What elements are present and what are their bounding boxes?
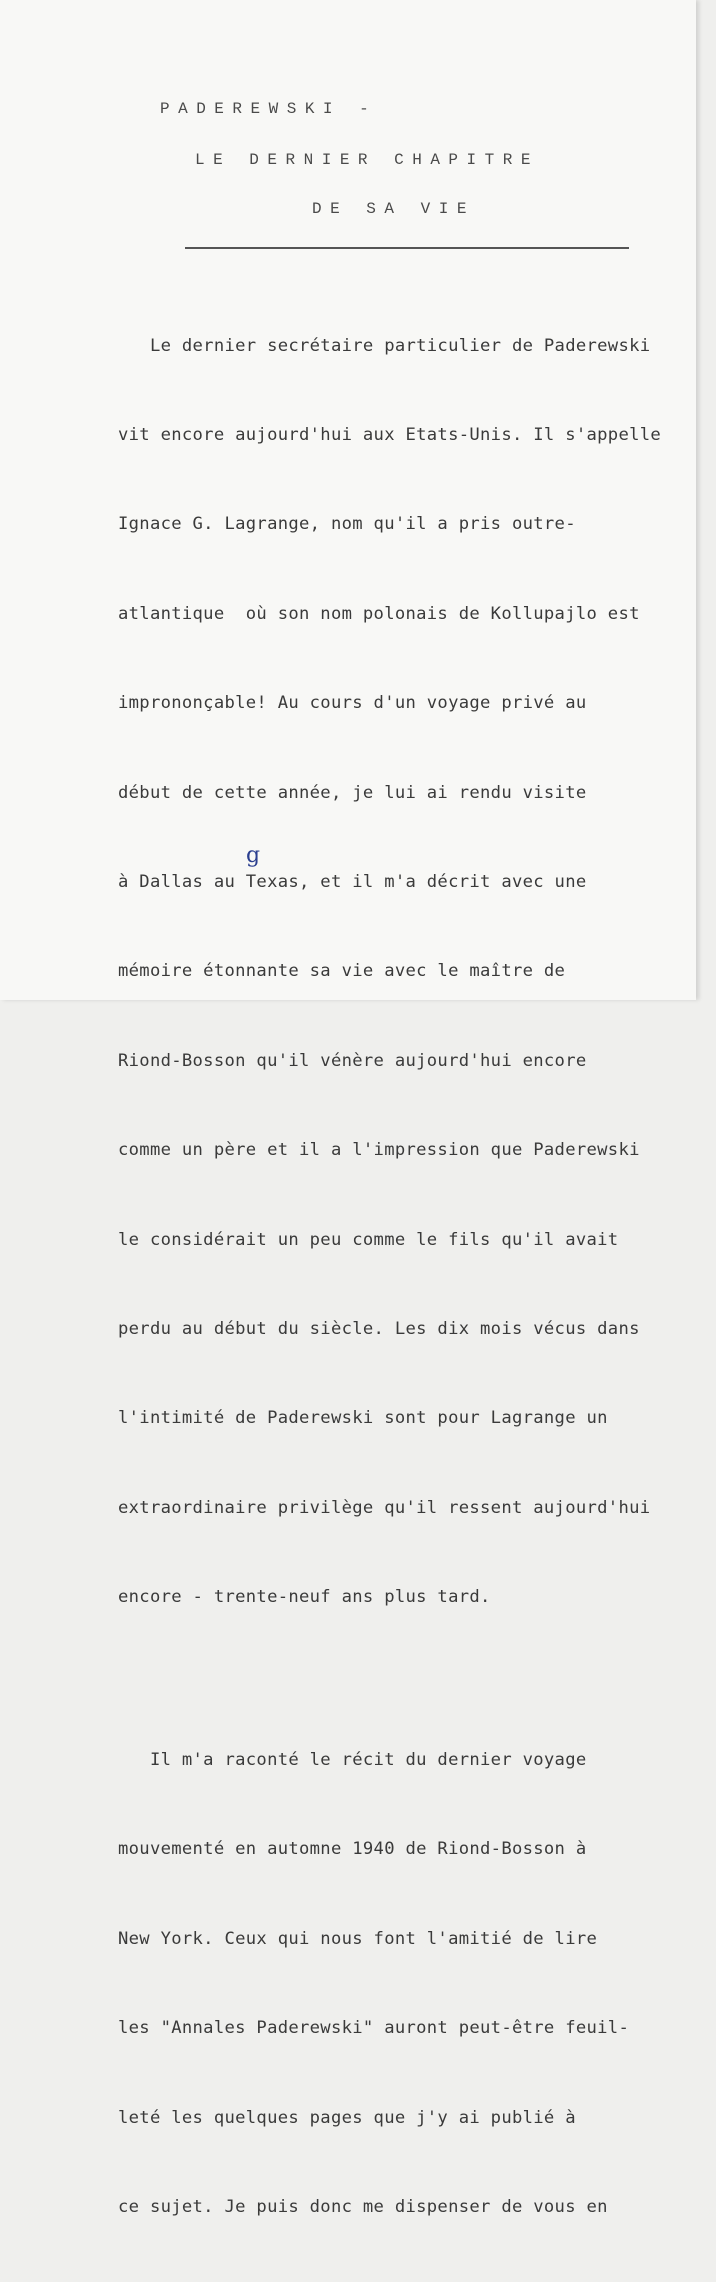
text-line: les "Annales Paderewski" auront peut-être feuil- [118, 2018, 630, 2039]
text-line: Il m'a raconté le récit du dernier voyage [118, 1750, 587, 1771]
text-line: leté les quelques pages que j'y ai publié à [118, 2107, 576, 2128]
title-line-1: PADEREWSKI - [160, 100, 378, 118]
text-line: encore - trente-neuf ans plus tard. [118, 1587, 491, 1608]
text-line: le considérait un peu comme le fils qu'il avait [118, 1229, 619, 1250]
text-line: à Dallas au Texas, et il m'a décrit avec une [118, 871, 587, 892]
title-line-2: LE DERNIER CHAPITRE [195, 151, 539, 169]
title-line-3: DE SA VIE [312, 200, 475, 218]
text-line: vit encore aujourd'hui aux Etats-Unis. Il s'appelle [118, 424, 662, 445]
handwritten-correction: g [246, 843, 261, 868]
text-line: Ignace G. Lagrange, nom qu'il a pris outre- [118, 514, 576, 535]
paragraph-gap [118, 1672, 698, 1686]
body-text [118, 272, 698, 2282]
text-line: mouvementé en automne 1940 de Riond-Bosson à [118, 1839, 587, 1860]
text-line: ce sujet. Je puis donc me dispenser de vous en [118, 2197, 608, 2217]
title-underline [185, 247, 629, 249]
text-line: Le dernier secrétaire particulier de Paderewski [118, 335, 651, 356]
text-line: l'intimité de Paderewski sont pour Lagrange un [118, 1408, 608, 1429]
text-line: Riond-Bosson qu'il vénère aujourd'hui encore [118, 1050, 587, 1071]
text-line: début de cette année, je lui ai rendu visite [118, 782, 587, 803]
text-line: New York. Ceux qui nous font l'amitié de lire [118, 1928, 598, 1949]
text-line: atlantique où son nom polonais de Kollupajlo est [118, 603, 640, 624]
text-line: comme un père et il a l'impression que Paderewski [118, 1140, 640, 1161]
text-line: perdu au début du siècle. Les dix mois vécus dans [118, 1318, 640, 1339]
text-line: imprononçable! Au cours d'un voyage privé au [118, 693, 587, 714]
text-line: mémoire étonnante sa vie avec le maître de [118, 961, 566, 982]
text-line: extraordinaire privilège qu'il ressent aujourd'hui [118, 1497, 651, 1518]
